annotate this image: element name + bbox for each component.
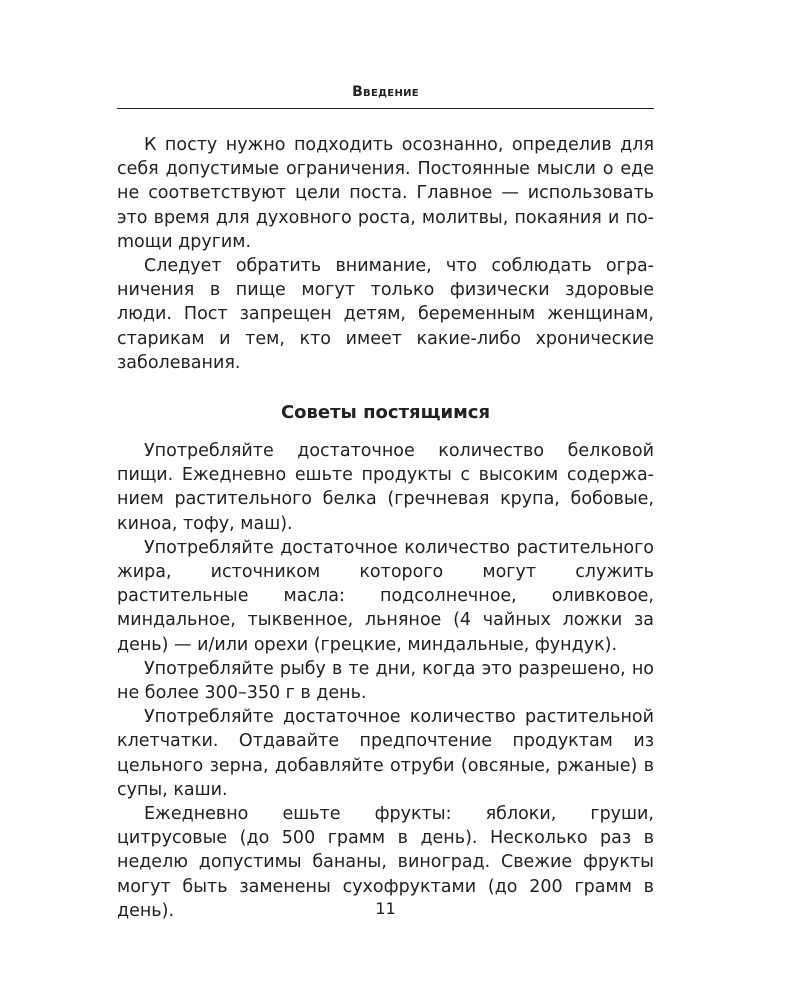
- intro-paragraph-2: Следует обратить внимание, что соблюдать ограничения в пище могут только физически здоровые люди. Пост запрещен детям, беременным женщинам, старикам и тем, кто имеет какие-либо хронические заболевания.: [117, 256, 654, 373]
- header-divider: [117, 108, 654, 109]
- tip-paragraph-protein: Употребляйте достаточное количество белковой пищи. Ежедневно ешьте продукты с высоким содержанием растительного белка (гречневая крупа, бобовые, киноа, тофу, маш).: [117, 441, 654, 534]
- tip-paragraph-fiber: Употребляйте достаточное количество растительной клетчатки. Отдавайте предпочтение продуктам из цельного зерна, добавляйте отруби (овсяные, ржаные) в супы, каши.: [117, 707, 654, 800]
- intro-paragraph-1: К посту нужно подходить осознанно, определив для себя допустимые ограничения. Постоянные мысли о еде не соответствуют цели поста. Главное — использовать это время для духовного роста, молитвы, покаяния и поmощи другим.: [117, 135, 654, 252]
- section-heading: Советы постящимся: [280, 402, 491, 424]
- page-number: 11: [375, 899, 396, 918]
- tip-paragraph-fat: Употребляйте достаточное количество растительного жира, источником которого могут служить растительные масла: подсолнечное, оливковое, миндальное, тыквенное, льняное (4 чайных ложки за день) — и/или орехи (грецкие, миндальные, фундук).: [117, 537, 654, 655]
- tip-paragraph-fish: Употребляйте рыбу в те дни, когда это разрешено, но не более 300–350 г в день.: [117, 658, 654, 704]
- tip-paragraph-fruit: Ежедневно ешьте фрукты: яблоки, груши, цитрусовые (до 500 грамм в день). Несколько раз в неделю допустимы бананы, виноград. Свежие фрукты могут быть заменены сухофруктами (до 200 грамм в день).: [117, 804, 654, 921]
- page-body: [117, 133, 654, 923]
- running-head-title: Введение: [352, 84, 419, 100]
